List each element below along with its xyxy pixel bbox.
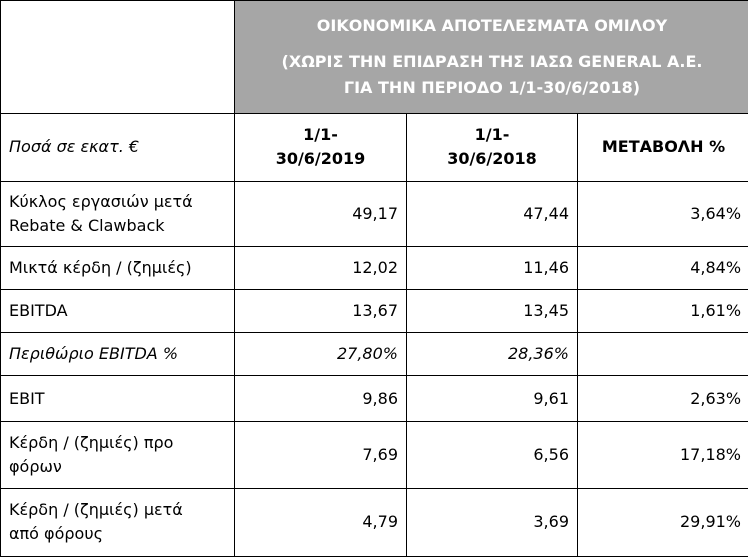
value-change: 29,91% (578, 488, 748, 556)
value-2019: 9,86 (235, 376, 407, 421)
title-row (1, 1, 748, 114)
column-header-2018-line-1: 1/1- (415, 123, 569, 147)
value-2018: 28,36% (407, 333, 578, 376)
header-row (1, 114, 748, 181)
row-label (1, 488, 235, 556)
value-change: 1,61% (578, 289, 748, 332)
table-row (1, 333, 748, 376)
table-title (235, 1, 748, 114)
table-row (1, 488, 748, 556)
table-row (1, 289, 748, 332)
value-2018: 13,45 (407, 289, 578, 332)
table-row (1, 421, 748, 488)
value-2019: 27,80% (235, 333, 407, 376)
title-line-2: (ΧΩΡΙΣ ΤΗΝ ΕΠΙΔΡΑΣΗ ΤΗΣ ΙΑΣΩ GENERAL Α.Ε. (243, 49, 741, 75)
value-change: 4,84% (578, 246, 748, 289)
column-header-2018 (407, 114, 578, 181)
value-2019: 12,02 (235, 246, 407, 289)
unit-label: Ποσά σε εκατ. € (1, 114, 235, 181)
row-label-line-1: Κέρδη / (ζημιές) μετά (9, 498, 226, 522)
row-label: EBITDA (1, 289, 235, 332)
title-line-3: ΓΙΑ ΤΗΝ ΠΕΡΙΟΔΟ 1/1-30/6/2018) (243, 75, 741, 101)
value-change: 17,18% (578, 421, 748, 488)
value-2018: 47,44 (407, 181, 578, 246)
table-row (1, 181, 748, 246)
row-label-line-2: φόρων (9, 455, 226, 479)
column-header-2019 (235, 114, 407, 181)
column-header-2019-line-2: 30/6/2019 (243, 147, 398, 171)
row-label-line-1: Κύκλος εργασιών μετά (9, 190, 226, 214)
value-2018: 6,56 (407, 421, 578, 488)
row-label: Περιθώριο EBITDA % (1, 333, 235, 376)
table-row (1, 376, 748, 421)
row-label (1, 181, 235, 246)
empty-corner-cell (1, 1, 235, 114)
column-header-change: ΜΕΤΑΒΟΛΗ % (578, 114, 748, 181)
value-2019: 7,69 (235, 421, 407, 488)
value-change (578, 333, 748, 376)
value-2019: 13,67 (235, 289, 407, 332)
value-2018: 3,69 (407, 488, 578, 556)
value-2018: 9,61 (407, 376, 578, 421)
row-label: EBIT (1, 376, 235, 421)
value-2018: 11,46 (407, 246, 578, 289)
column-header-2018-line-2: 30/6/2018 (415, 147, 569, 171)
value-2019: 49,17 (235, 181, 407, 246)
row-label-line-2: από φόρους (9, 522, 226, 546)
column-header-2019-line-1: 1/1- (243, 123, 398, 147)
value-2019: 4,79 (235, 488, 407, 556)
title-line-1: ΟΙΚΟΝΟΜΙΚΑ ΑΠΟΤΕΛΕΣΜΑΤΑ ΟΜΙΛΟΥ (243, 13, 741, 39)
table-row (1, 246, 748, 289)
value-change: 3,64% (578, 181, 748, 246)
row-label-line-2: Rebate & Clawback (9, 214, 226, 238)
value-change: 2,63% (578, 376, 748, 421)
row-label-line-1: Κέρδη / (ζημιές) προ (9, 431, 226, 455)
row-label: Μικτά κέρδη / (ζημιές) (1, 246, 235, 289)
row-label (1, 421, 235, 488)
